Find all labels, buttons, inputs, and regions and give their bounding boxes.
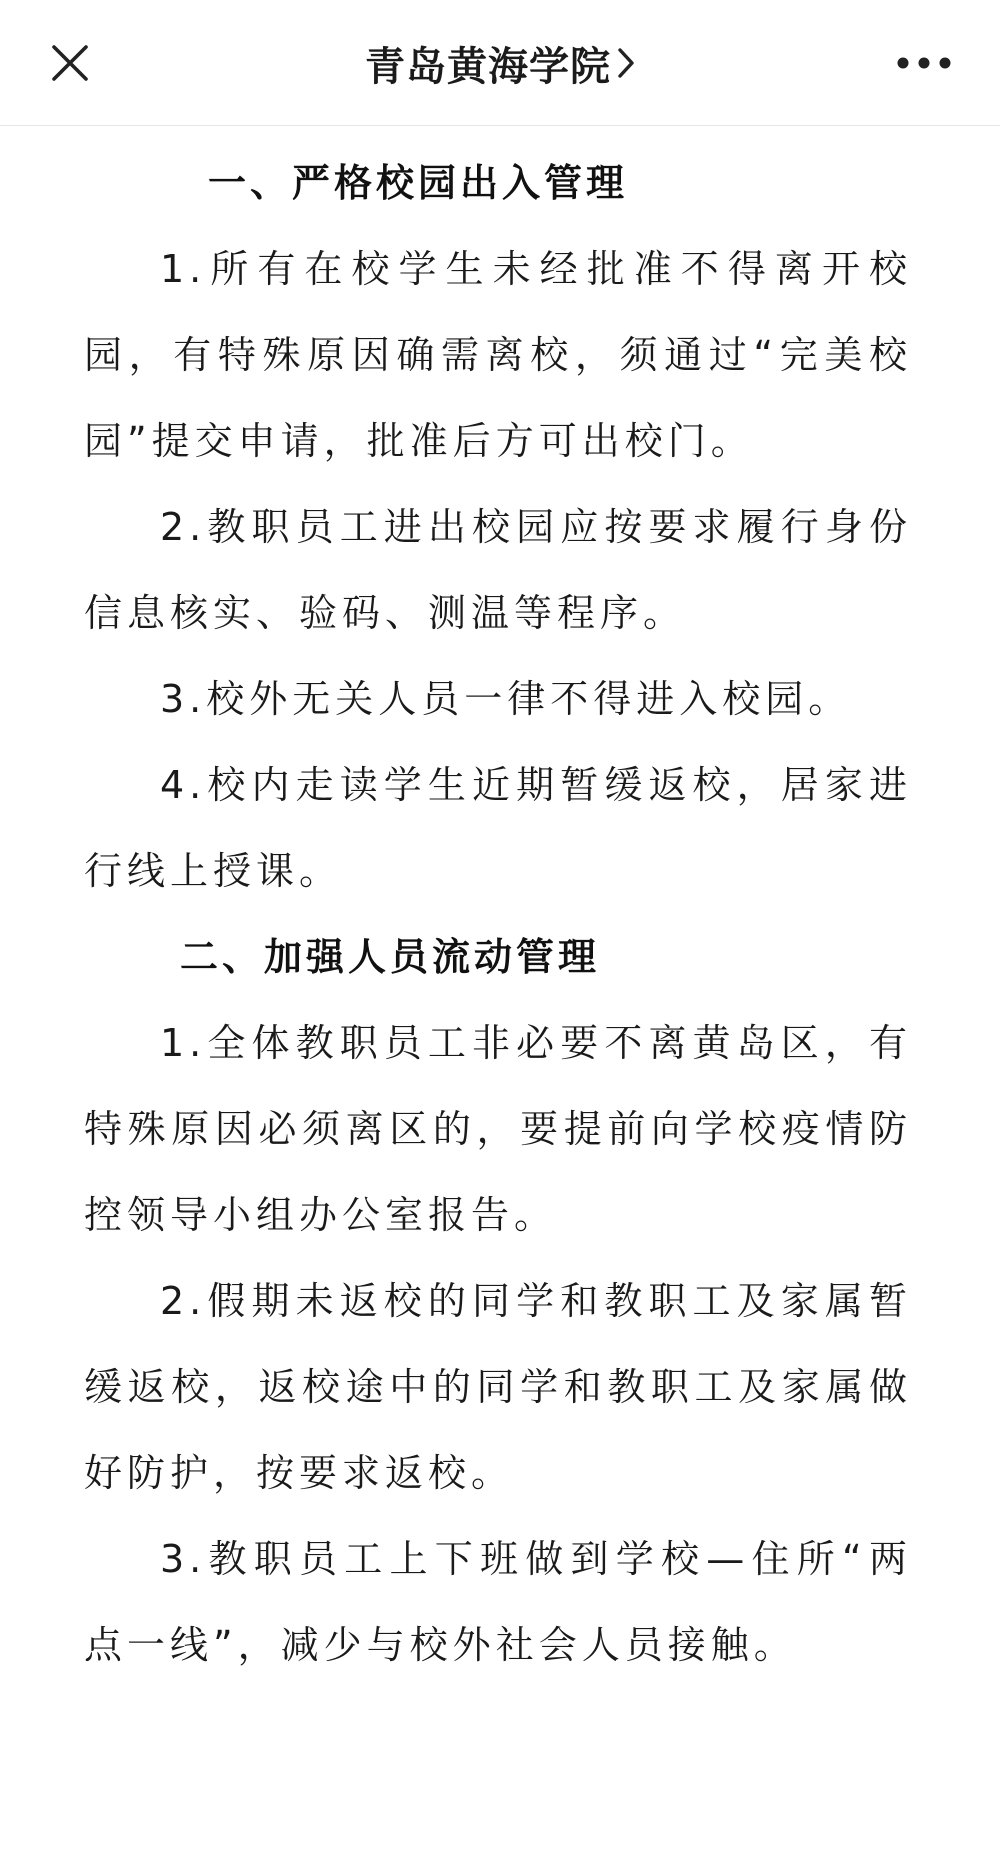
account-title-link[interactable] (0, 30, 1000, 96)
more-horizontal-icon (896, 56, 952, 70)
more-options-button[interactable] (888, 33, 960, 93)
chevron-right-icon (617, 30, 635, 96)
paragraph: 2.假期未返校的同学和教职工及家属暂缓返校，返校途中的同学和教职工及家属做好防护，按要求返校。 (84, 1279, 912, 1495)
article-body (0, 126, 1000, 1688)
top-nav-bar (0, 0, 1000, 126)
page-title: 青岛黄海学院 (365, 43, 611, 90)
section-heading-personnel-movement: 二、加强人员流动管理 (180, 935, 601, 979)
paragraph: 2.教职员工进出校园应按要求履行身份信息核实、验码、测温等程序。 (84, 505, 912, 635)
paragraph: 1.全体教职员工非必要不离黄岛区，有特殊原因必须离区的，要提前向学校疫情防控领导小组办公室报告。 (84, 1021, 912, 1237)
section-heading-campus-access: 一、严格校园出入管理 (208, 161, 629, 205)
paragraph: 4.校内走读学生近期暂缓返校，居家进行线上授课。 (84, 763, 912, 893)
paragraph: 3.校外无关人员一律不得进入校园。 (160, 677, 852, 721)
paragraph: 3.教职员工上下班做到学校—住所“两点一线”，减少与校外社会人员接触。 (84, 1537, 912, 1667)
paragraph: 1.所有在校学生未经批准不得离开校园，有特殊原因确需离校，须通过“完美校园”提交申请，批准后方可出校门。 (84, 247, 912, 463)
